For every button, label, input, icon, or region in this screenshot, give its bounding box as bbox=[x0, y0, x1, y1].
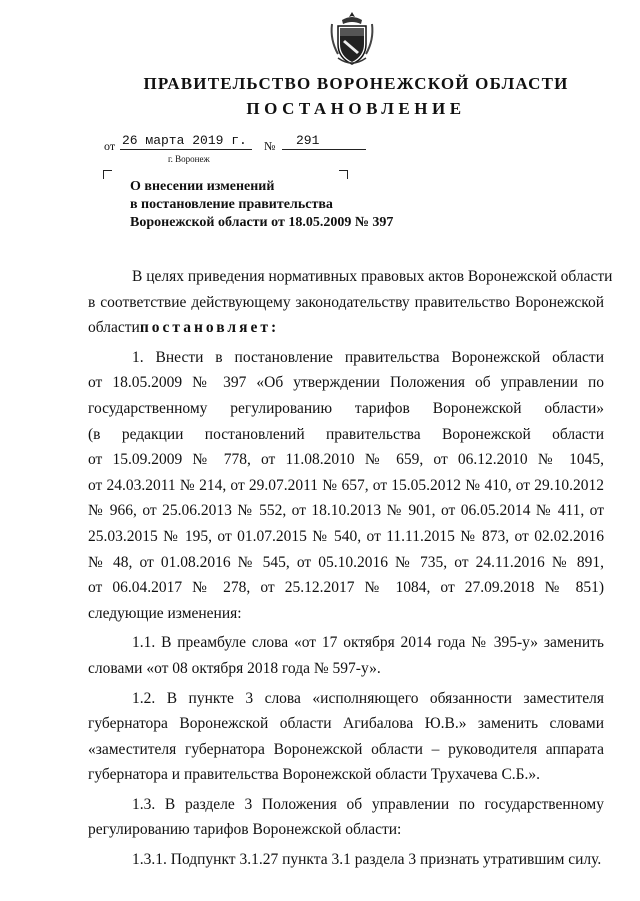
body-line: 1.2. В пункте 3 слова «исполняющего обязанности заместителя bbox=[132, 689, 604, 707]
body-line: (в редакции постановлений правительства Воронежской области bbox=[88, 425, 604, 443]
body-line: следующие изменения: bbox=[88, 604, 242, 622]
document-subject bbox=[130, 178, 393, 232]
item-1-2-paragraph bbox=[88, 686, 604, 788]
body-line: от 18.05.2009 № 397 «Об утверждении Положения об управлении по bbox=[88, 374, 604, 392]
document-body bbox=[88, 264, 613, 873]
body-line: губернатора Воронежской области Агибалова Ю.В.» заменить словами bbox=[88, 715, 604, 733]
item-1-paragraph bbox=[88, 345, 604, 627]
body-line: государственному регулированию тарифов Воронежской области» bbox=[88, 399, 604, 417]
body-line: от 24.03.2011 № 214, от 29.07.2011 № 657, от 15.05.2012 № 410, от 29.10.2012 bbox=[88, 476, 604, 494]
body-line: 1.3.1. Подпункт 3.1.27 пункта 3.1 раздела 3 признать утратившим силу. bbox=[132, 851, 602, 869]
item-1-1-paragraph bbox=[88, 630, 604, 681]
body-line: 1. Внести в постановление правительства Воронежской области bbox=[132, 348, 604, 366]
body-line: от 15.09.2009 № 778, от 11.08.2010 № 659, от 06.12.2010 № 1045, bbox=[88, 451, 604, 469]
city-label: г. Воронеж bbox=[168, 154, 210, 164]
subject-line: О внесении изменений bbox=[130, 179, 275, 194]
body-line: от 06.04.2017 № 278, от 25.12.2017 № 1084, от 27.09.2018 № 851) bbox=[88, 579, 604, 597]
resolves-word: постановляет: bbox=[139, 319, 280, 337]
body-line: № 966, от 25.06.2013 № 552, от 18.10.2013 № 901, от 06.05.2014 № 411, от bbox=[88, 502, 604, 520]
body-line: 1.3. В разделе 3 Положения об управлении по государственному bbox=[132, 795, 604, 813]
date-prefix: от bbox=[104, 139, 116, 153]
preamble-last-prefix: области bbox=[88, 319, 140, 337]
document-date: 26 марта 2019 г. bbox=[120, 133, 252, 150]
number-sign: № bbox=[264, 139, 276, 153]
body-line: регулированию тарифов Воронежской области: bbox=[88, 821, 402, 839]
document-type: ПОСТАНОВЛЕНИЕ bbox=[246, 99, 466, 118]
body-line: словами «от 08 октября 2018 года № 597-у». bbox=[88, 659, 381, 677]
body-line: «заместителя губернатора Воронежской области – руководителя аппарата bbox=[88, 740, 604, 758]
body-line: В целях приведения нормативных правовых актов Воронежской области bbox=[132, 268, 613, 285]
preamble-paragraph bbox=[88, 264, 613, 341]
body-line: губернатора и правительства Воронежской области Трухачева С.Б.». bbox=[88, 766, 541, 784]
document-number: 291 bbox=[282, 133, 366, 150]
body-line: в соответствие действующему законодательству правительство Воронежской bbox=[88, 293, 604, 311]
body-line bbox=[88, 315, 604, 341]
voronezh-coat-of-arms-icon bbox=[328, 10, 376, 68]
item-1-3-paragraph bbox=[88, 792, 604, 843]
subject-line: Воронежской области от 18.05.2009 № 397 bbox=[130, 215, 394, 230]
subject-line: в постановление правительства bbox=[130, 197, 333, 212]
item-1-3-1-paragraph bbox=[88, 847, 604, 873]
body-line: 25.03.2015 № 195, от 01.07.2015 № 540, от 11.11.2015 № 873, от 02.02.2016 bbox=[88, 527, 604, 545]
body-line: № 48, от 01.08.2016 № 545, от 05.10.2016 № 735, от 24.11.2016 № 891, bbox=[88, 553, 604, 571]
subject-corner-left bbox=[103, 170, 112, 179]
body-line: 1.1. В преамбуле слова «от 17 октября 2014 года № 395-у» заменить bbox=[132, 634, 604, 652]
organization-title: ПРАВИТЕЛЬСТВО ВОРОНЕЖСКОЙ ОБЛАСТИ bbox=[143, 74, 569, 93]
